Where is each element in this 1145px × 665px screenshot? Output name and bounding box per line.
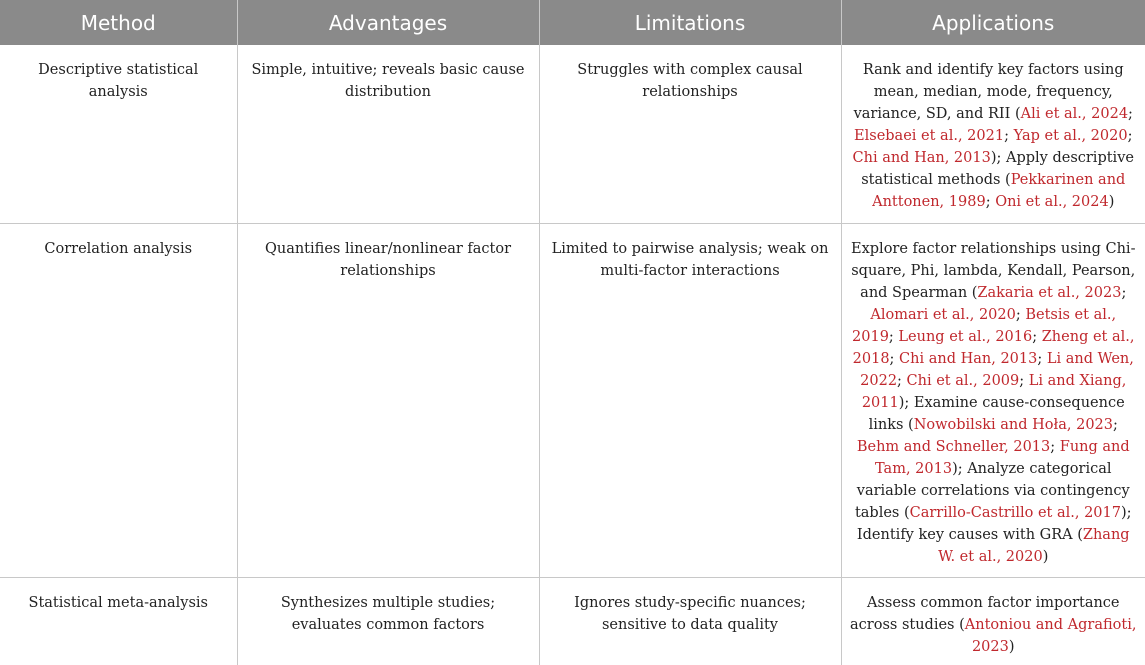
citation-link[interactable]: Ali et al., 2024 <box>1020 106 1129 122</box>
application-text: ; <box>1019 372 1029 389</box>
citation-link[interactable]: Betsis et al., 2019 <box>852 306 1117 345</box>
citation-link[interactable]: Chi et al., 2009 <box>906 372 1020 389</box>
application-text: ) <box>1108 194 1115 210</box>
application-text: ; <box>1015 306 1026 323</box>
application-text: ); Identify key causes with GRA ( <box>856 504 1132 543</box>
header-advantages: Advantages <box>237 0 539 45</box>
method-cell: Statistical meta-analysis <box>0 577 237 665</box>
citation-link[interactable]: Leung et al., 2016 <box>898 328 1033 345</box>
citation-link[interactable]: Carrillo-Castrillo et al., 2017 <box>909 504 1121 521</box>
application-text: ; <box>1004 128 1014 144</box>
limitations-cell: Limited to pairwise analysis; weak on multi-factor interactions <box>539 223 841 577</box>
citation-link[interactable]: Oni et al., 2024 <box>995 194 1109 210</box>
advantages-cell: Simple, intuitive; reveals basic cause distribution <box>237 45 539 223</box>
application-text: ; <box>1121 284 1127 301</box>
citation-link[interactable]: Alomari et al., 2020 <box>870 306 1016 323</box>
citation-link[interactable]: Li and Wen, 2022 <box>860 350 1134 389</box>
citation-link[interactable]: Behm and Schneller, 2013 <box>856 438 1051 455</box>
citation-link[interactable]: Pekkarinen and Anttonen, 1989 <box>872 172 1126 210</box>
citation-link[interactable]: Antoniou and Agrafioti, 2023 <box>964 616 1137 655</box>
citation-link[interactable]: Yap et al., 2020 <box>1013 128 1128 144</box>
method-cell: Correlation analysis <box>0 223 237 577</box>
citation-link[interactable]: Li and Xiang, 2011 <box>861 372 1127 411</box>
citation-link[interactable]: Zhang W. et al., 2020 <box>938 526 1130 565</box>
application-text: ; <box>1050 438 1060 455</box>
application-text: ) <box>1008 638 1015 655</box>
citation-link[interactable]: Zheng et al., 2018 <box>852 328 1135 367</box>
application-text: ); Apply descriptive statistical methods ( <box>861 150 1134 188</box>
citation-link[interactable]: Zakaria et al., 2023 <box>977 284 1122 301</box>
citation-link[interactable]: Elsebaei et al., 2021 <box>854 128 1005 144</box>
application-text: ; <box>1037 350 1047 367</box>
application-text: ; <box>889 350 900 367</box>
citation-link[interactable]: Chi and Han, 2013 <box>852 150 991 166</box>
table-row <box>0 577 1145 665</box>
application-text: ; <box>897 372 907 389</box>
application-text: Assess common factor importance across studies ( <box>850 594 1120 633</box>
table-row <box>0 45 1145 223</box>
citation-link[interactable]: Fung and Tam, 2013 <box>875 438 1130 477</box>
application-text: ; <box>1032 328 1042 345</box>
citation-link[interactable]: Nowobilski and Hoła, 2023 <box>913 416 1114 433</box>
application-text: ); Analyze categorical variable correlations via contingency tables ( <box>854 460 1130 521</box>
application-text: ; <box>888 328 899 345</box>
citation-link[interactable]: Chi and Han, 2013 <box>899 350 1038 367</box>
application-text: ; <box>1128 106 1133 122</box>
advantages-cell: Quantifies linear/nonlinear factor relationships <box>237 223 539 577</box>
application-text: ); Examine cause-consequence links ( <box>868 394 1125 433</box>
application-text: ; <box>1127 128 1133 144</box>
header-applications: Applications <box>841 0 1145 45</box>
application-text: ) <box>1042 548 1049 565</box>
limitations-cell: Ignores study-specific nuances; sensitive to data quality <box>539 577 841 665</box>
header-limitations: Limitations <box>539 0 841 45</box>
application-text: Explore factor relationships using Chi-square, Phi, lambda, Kendall, Pearson, and Spearman ( <box>851 240 1136 301</box>
method-cell: Descriptive statistical analysis <box>0 45 237 223</box>
application-text: Rank and identify key factors using mean, median, mode, frequency, variance, SD, and RII ( <box>853 62 1124 122</box>
advantages-cell: Synthesizes multiple studies; evaluates common factors <box>237 577 539 665</box>
applications-cell <box>841 223 1145 577</box>
header-row <box>0 0 1145 45</box>
applications-cell <box>841 45 1145 223</box>
applications-cell <box>841 577 1145 665</box>
application-text: ; <box>1113 416 1118 433</box>
table-row <box>0 223 1145 577</box>
limitations-cell: Struggles with complex causal relationships <box>539 45 841 223</box>
header-method: Method <box>0 0 237 45</box>
application-text: ; <box>985 194 996 210</box>
